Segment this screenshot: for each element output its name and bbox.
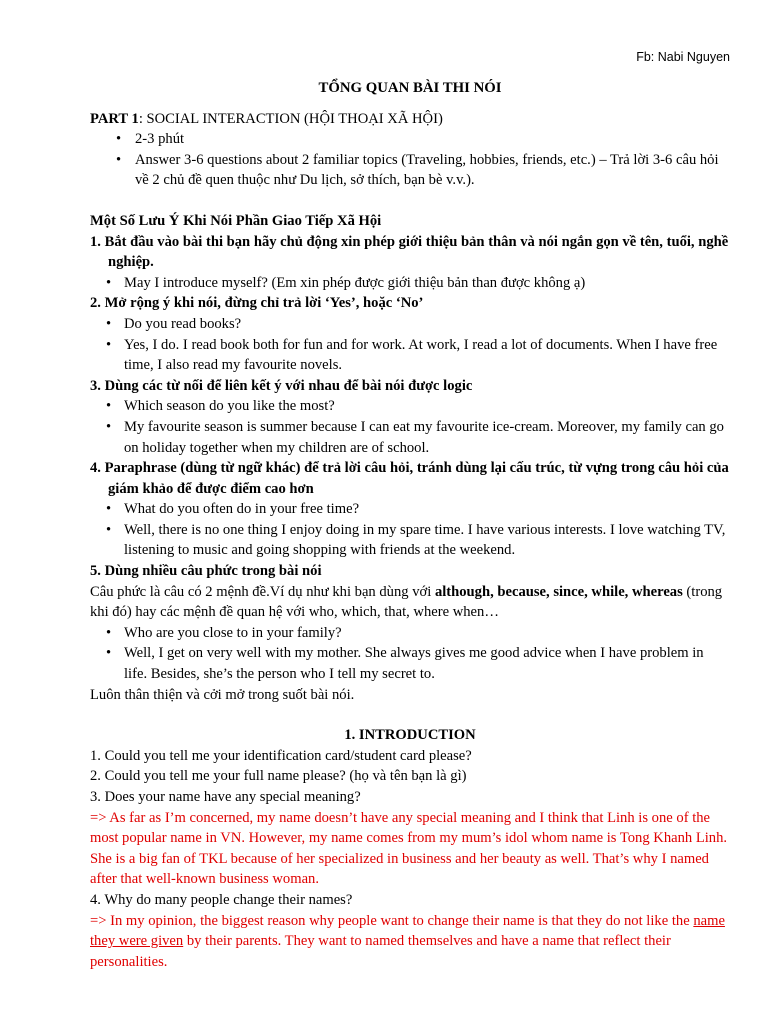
tip-heading: 3. Dùng các từ nối để liên kết ý với nhau để bài nói được logic — [90, 377, 473, 394]
tip-bullet-list — [90, 623, 730, 685]
tip-heading: 4. Paraphrase (dùng từ ngữ khác) để trả lời câu hỏi, tránh dùng lại cấu trúc, từ vựng trong câu hỏi của giám khảo để được điểm cao hơn — [90, 460, 729, 497]
document-body — [90, 78, 730, 972]
tip5-intro — [90, 582, 730, 623]
answer: => As far as I’m concerned, my name doesn’t have any special meaning and I think that Linh is one of the most popular name in VN. However, my name comes from my mum’s idol whom name is Tong Khanh Linh. She is a big fan of TKL because of her specialized in business and her beauty as well. That’s why I named after that well-known business woman. — [90, 809, 728, 888]
answer-text: => In my opinion, the biggest reason why people want to change their name is that they do not like the — [90, 912, 694, 929]
list-item: • Do you read books? — [90, 314, 730, 335]
question: 3. Does your name have any special meaning? — [90, 789, 361, 805]
list-item: • What do you often do in your free time? — [90, 499, 730, 520]
list-item: • 2-3 phút — [90, 129, 730, 150]
list-item: • Which season do you like the most? — [90, 396, 730, 417]
part1-bullet-list — [90, 129, 730, 191]
list-item: • Who are you close to in your family? — [90, 623, 730, 644]
tip-bullet-list — [90, 499, 730, 561]
document-title: TỔNG QUAN BÀI THI NÓI — [318, 80, 502, 96]
tip-bullet-list — [90, 273, 730, 294]
tips-heading: Một Số Lưu Ý Khi Nói Phần Giao Tiếp Xã Hội — [90, 212, 382, 229]
tip-bullet-list — [90, 396, 730, 458]
answer-text-rest: by their parents. They want to named themselves and have a name that reflect their personalities. — [90, 933, 671, 970]
question: 4. Why do many people change their names? — [90, 891, 353, 908]
tip-bullet-list — [90, 314, 730, 376]
tip5-connectors: although, because, since, while, whereas — [434, 583, 683, 600]
part1-heading — [90, 109, 730, 130]
question: 2. Could you tell me your full name please? (họ và tên bạn là gì) — [90, 768, 467, 785]
list-item: • My favourite season is summer because I can eat my favourite ice-cream. Moreover, my family can go on holiday together when my children are of school. — [90, 417, 730, 458]
header-credit: Fb: Nabi Nguyen — [636, 50, 730, 64]
list-item: • Well, I get on very well with my mother. She always gives me good advice when I have problem in life. Besides, she’s the person who I tell my secret to. — [90, 643, 730, 684]
list-item: • Yes, I do. I read book both for fun and for work. At work, I read a lot of documents. When I have free time, I also read my favourite novels. — [90, 335, 730, 376]
list-item: • Answer 3-6 questions about 2 familiar topics (Traveling, hobbies, friends, etc.) – Trả lời 3-6 câu hỏi về 2 chủ đề quen thuộc như Du lịch, sở thích, bạn bè v.v.). — [90, 150, 730, 191]
part1-label: PART 1 — [90, 110, 139, 127]
tip5-intro-text: Câu phức là câu có 2 mệnh đề.Ví dụ như khi bạn dùng với — [90, 583, 435, 600]
answer — [90, 911, 730, 973]
question: 1. Could you tell me your identification card/student card please? — [90, 747, 472, 764]
tip5-intro-rest: (trong khi đó) hay các mệnh đề quan hệ với who, which, that, where when… — [90, 583, 723, 621]
closing-note: Luôn thân thiện và cởi mở trong suốt bài nói. — [90, 686, 355, 703]
tip-heading: 1. Bắt đầu vào bài thi bạn hãy chủ động xin phép giới thiệu bản thân và nói ngắn gọn về tên, tuổi, nghề nghiệp. — [90, 233, 729, 271]
part1-title: : SOCIAL INTERACTION (HỘI THOẠI XÃ HỘI) — [138, 110, 443, 127]
tip-heading: 5. Dùng nhiều câu phức trong bài nói — [90, 563, 322, 580]
list-item: • May I introduce myself? (Em xin phép được giới thiệu bản than được không ạ) — [90, 273, 730, 294]
underlined-phrase: name they were given — [90, 912, 725, 950]
list-item: • Well, there is no one thing I enjoy doing in my spare time. I have various interests. I love watching TV, listening to music and going shopping with friends at the weekend. — [90, 520, 730, 561]
tip-heading: 2. Mở rộng ý khi nói, đừng chỉ trả lời ‘Yes’, hoặc ‘No’ — [90, 295, 424, 312]
section-title: 1. INTRODUCTION — [344, 727, 476, 744]
